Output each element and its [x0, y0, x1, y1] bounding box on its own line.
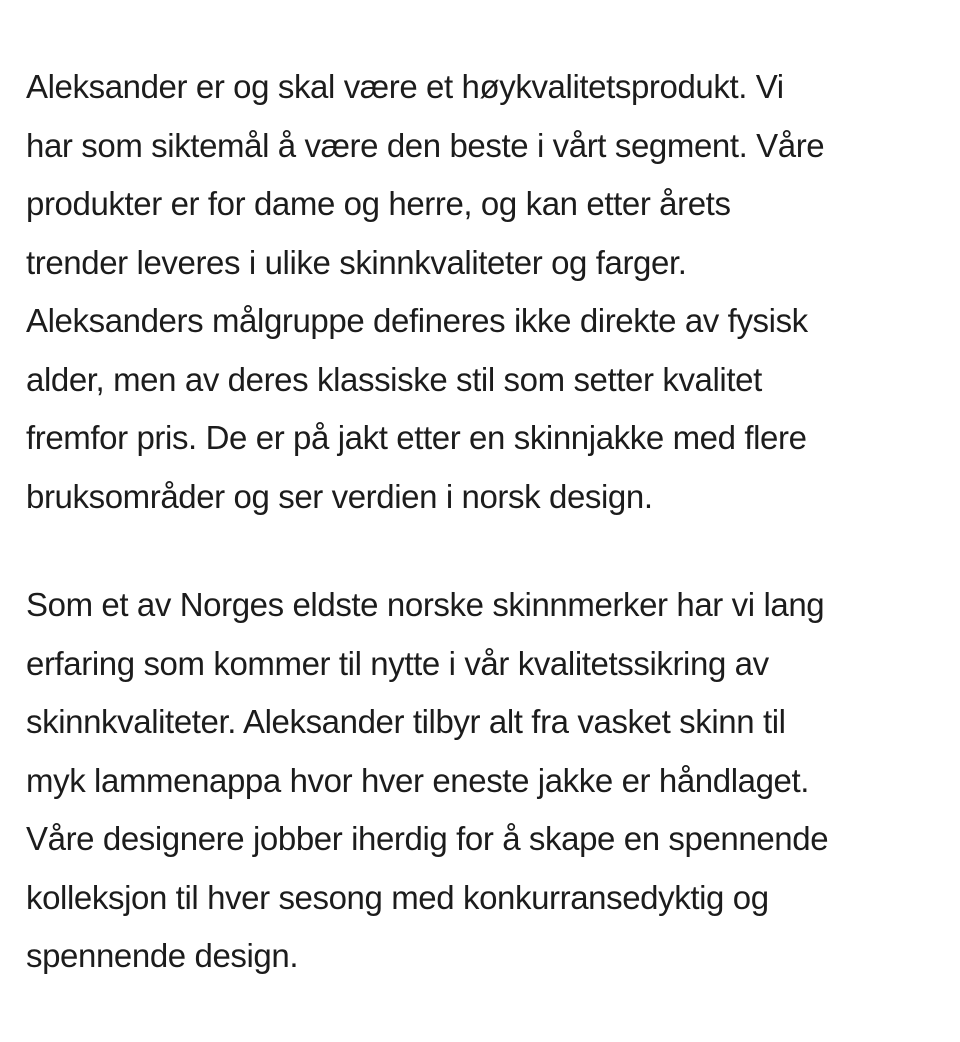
article-body	[26, 58, 938, 986]
text-line: fremfor pris. De er på jakt etter en skinnjakke med flere	[26, 419, 807, 456]
text-line: Våre designere jobber iherdig for å skape en spennende	[26, 820, 829, 857]
text-line: erfaring som kommer til nytte i vår kvalitetssikring av	[26, 644, 769, 682]
text-line: bruksområder og ser verdien i norsk design.	[26, 477, 653, 515]
text-line: myk lammenappa hvor hver eneste jakke er håndlaget.	[26, 761, 810, 799]
text-line: Som et av Norges eldste norske skinnmerker har vi lang	[26, 586, 825, 623]
text-line: spennende design.	[26, 937, 299, 974]
text-line: kolleksjon til hver sesong med konkurransedyktig og	[26, 878, 769, 916]
text-line: har som siktemål å være den beste i vårt segment. Våre	[26, 126, 825, 164]
text-line: skinnkvaliteter. Aleksander tilbyr alt fra vasket skinn til	[26, 703, 786, 740]
paragraph-1	[26, 58, 938, 526]
text-line: Aleksander er og skal være et høykvalitetsprodukt. Vi	[26, 68, 784, 105]
text-line: produkter er for dame og herre, og kan etter årets	[26, 185, 731, 222]
text-line: Aleksanders målgruppe defineres ikke direkte av fysisk	[26, 302, 808, 339]
text-line: trender leveres i ulike skinnkvaliteter og farger.	[26, 243, 687, 281]
paragraph-2	[26, 576, 938, 986]
text-line: alder, men av deres klassiske stil som setter kvalitet	[26, 360, 762, 398]
